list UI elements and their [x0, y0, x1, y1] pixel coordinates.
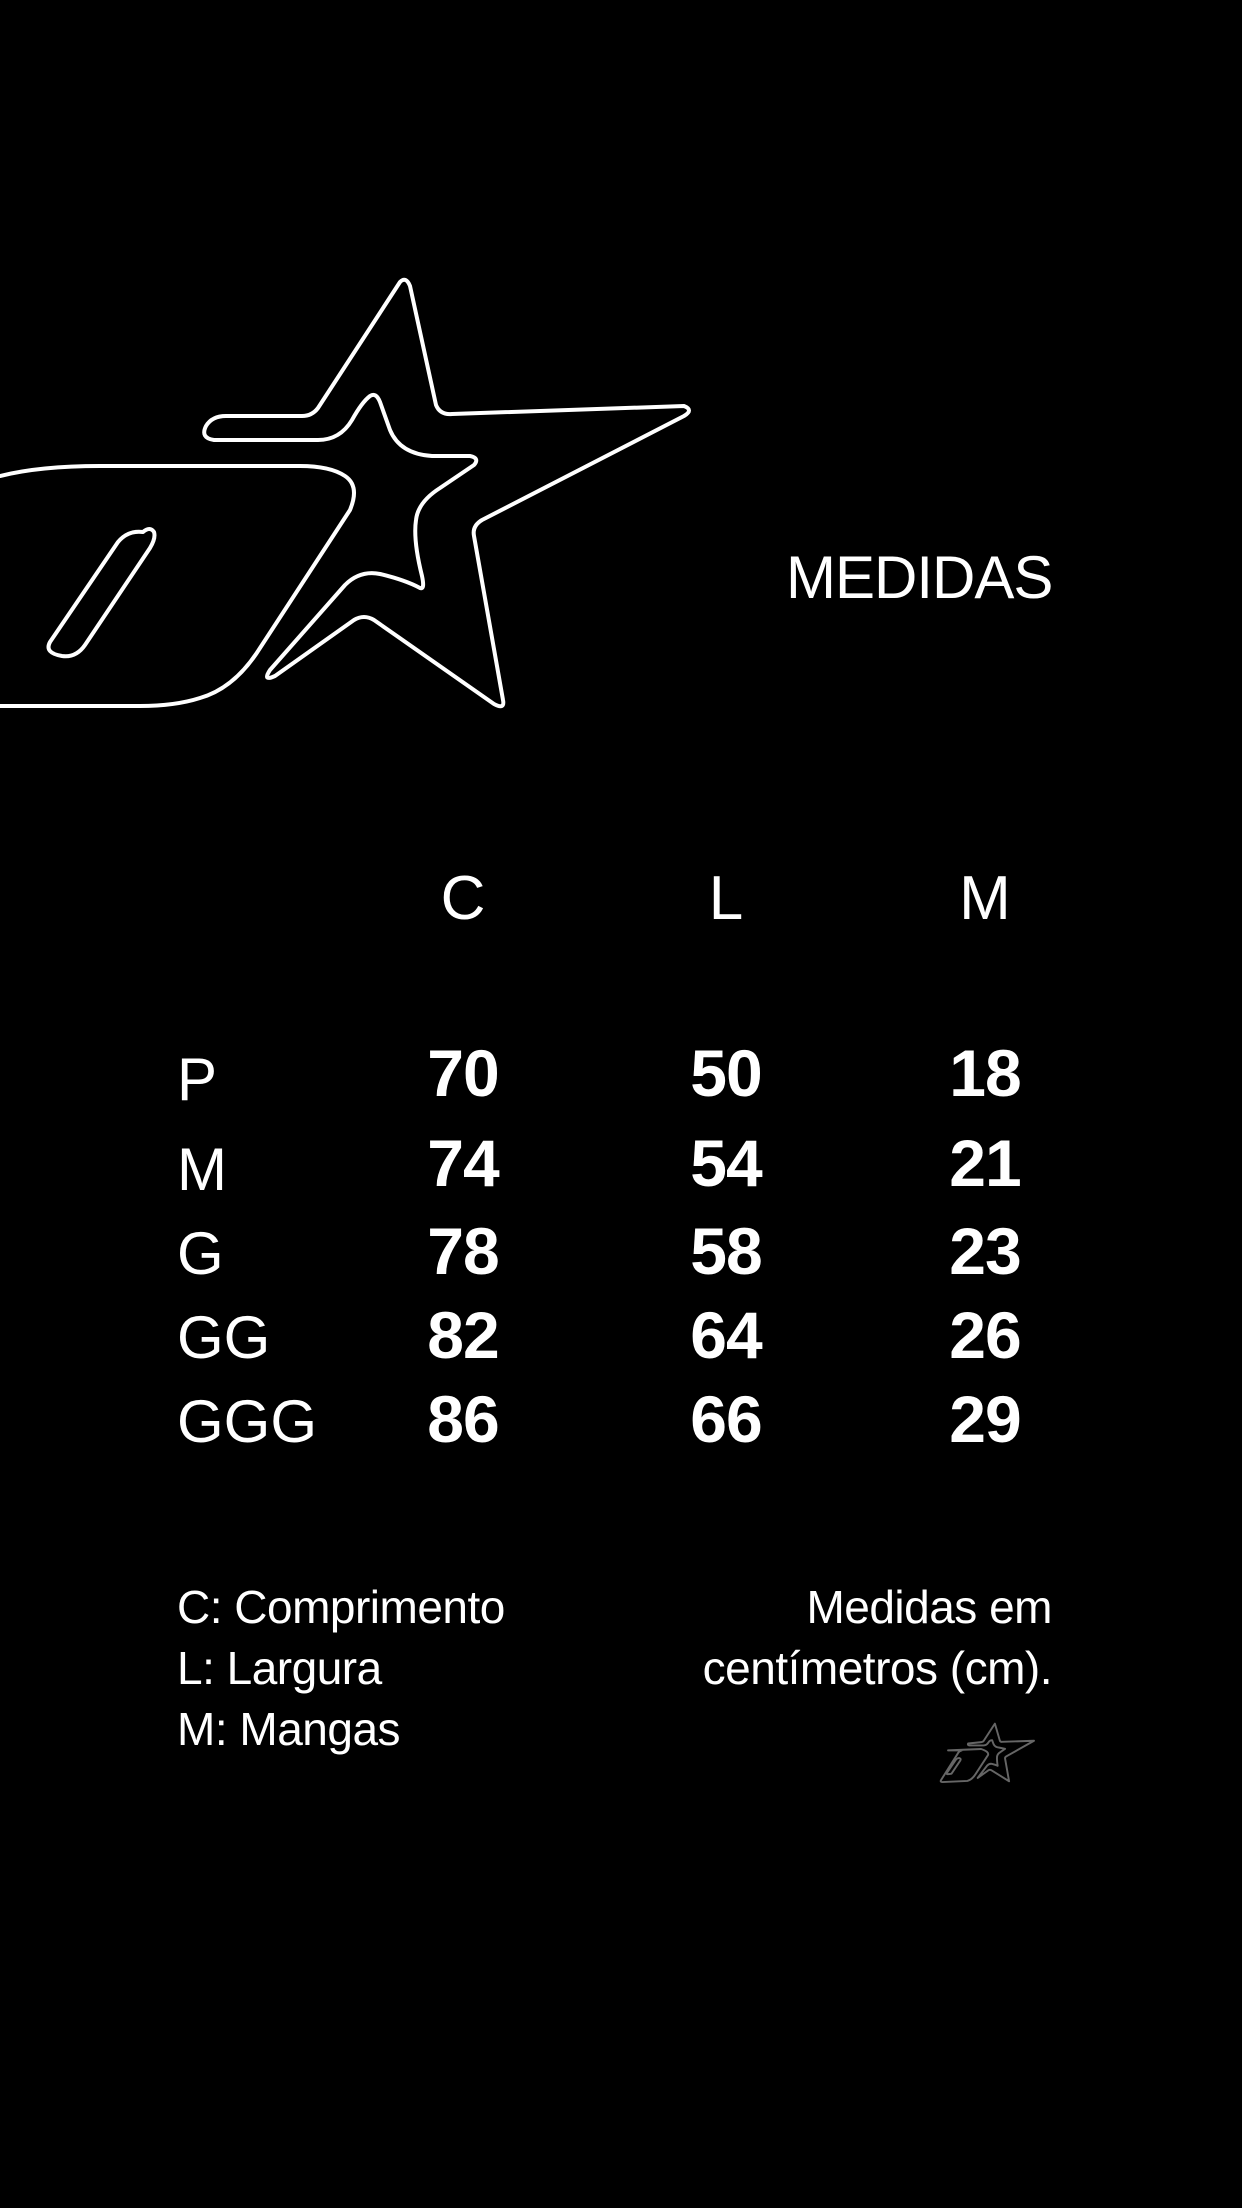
column-header-mangas: M [959, 864, 1011, 933]
size-label: M [177, 1136, 227, 1203]
table-cell: 50 [690, 1036, 762, 1110]
table-cell: 82 [427, 1298, 499, 1372]
size-label: P [177, 1046, 218, 1113]
table-cell: 29 [949, 1382, 1021, 1456]
brand-star-logo-icon [0, 270, 700, 720]
table-cell: 64 [690, 1298, 762, 1372]
legend-item: M: Mangas [177, 1703, 401, 1755]
small-brand-star-logo-icon [930, 1722, 1046, 1784]
page-title: MEDIDAS [786, 544, 1053, 611]
legend-item: L: Largura [177, 1642, 382, 1694]
table-cell: 26 [949, 1298, 1021, 1372]
table-cell: 58 [690, 1214, 762, 1288]
table-cell: 86 [427, 1382, 499, 1456]
table-cell: 54 [690, 1126, 762, 1200]
table-cell: 66 [690, 1382, 762, 1456]
column-header-comprimento: C [440, 864, 486, 933]
units-note-line: Medidas em [806, 1581, 1052, 1633]
table-cell: 21 [949, 1126, 1021, 1200]
size-label: GG [177, 1304, 271, 1371]
table-cell: 74 [427, 1126, 499, 1200]
column-header-largura: L [708, 864, 744, 933]
units-note-line: centímetros (cm). [702, 1642, 1052, 1694]
table-cell: 78 [427, 1214, 499, 1288]
size-label: G [177, 1220, 224, 1287]
legend-item: C: Comprimento [177, 1581, 505, 1633]
table-cell: 70 [427, 1036, 499, 1110]
table-cell: 18 [949, 1036, 1021, 1110]
size-label: GGG [177, 1388, 318, 1455]
table-cell: 23 [949, 1214, 1021, 1288]
